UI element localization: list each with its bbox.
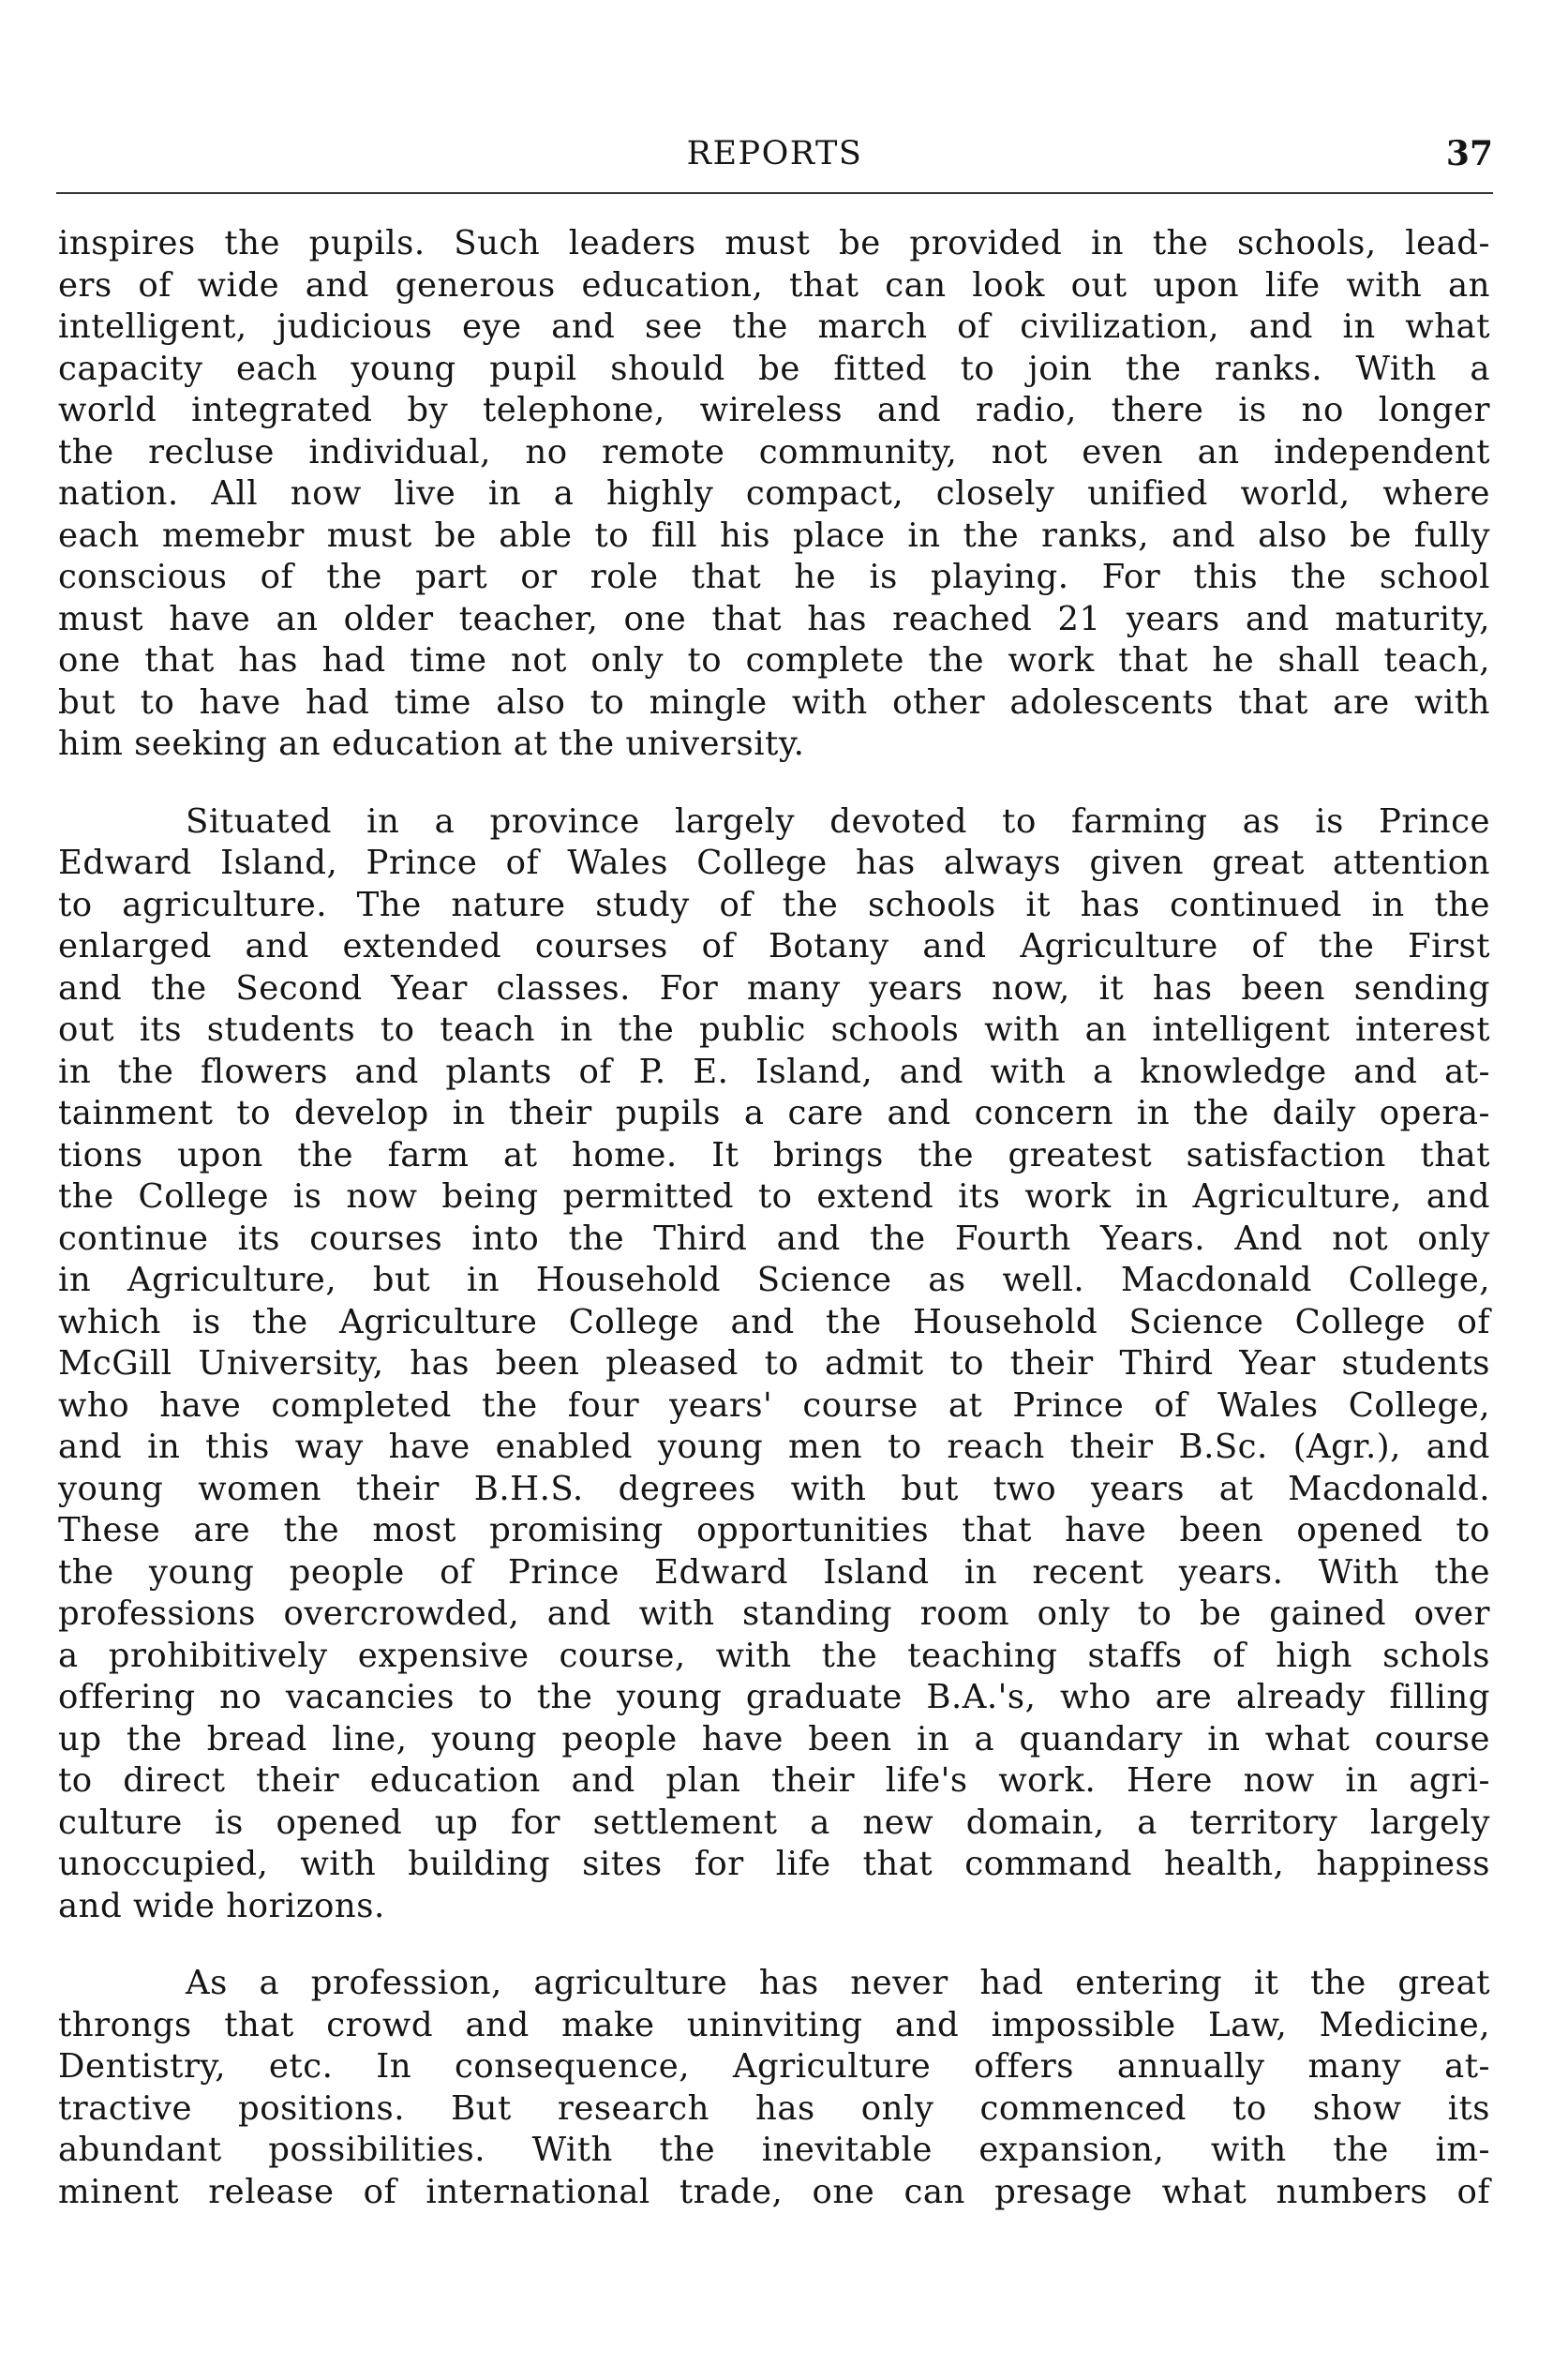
text-line: enlarged and extended courses of Botany and Agriculture of the First [58, 927, 1490, 965]
text-line: out its students to teach in the public schools with an intelligent interest [58, 1010, 1490, 1049]
text-line: tions upon the farm at home. It brings the greatest satisfaction that [58, 1135, 1490, 1175]
text-line: continue its courses into the Third and the Fourth Years. And not only [58, 1219, 1490, 1258]
text-line: Situated in a province largely devoted to farming as is Prince [186, 801, 1490, 841]
text-line: to direct their education and plan their life's work. Here now in agri- [58, 1761, 1490, 1800]
text-line: intelligent, judicious eye and see the march of civilization, and in what [58, 307, 1490, 346]
text-line: inspires the pupils. Such leaders must be provided in the schools, lead- [58, 224, 1490, 262]
page-number: 37 [1445, 134, 1493, 173]
body-text [58, 223, 1490, 2213]
text-line: capacity each young pupil should be fitted to join the ranks. With a [58, 349, 1490, 388]
text-line: up the bread line, young people have been in a quandary in what course [58, 1719, 1490, 1758]
running-title: REPORTS [686, 135, 863, 172]
text-line: tainment to develop in their pupils a care and concern in the daily opera- [58, 1094, 1490, 1132]
text-line: nation. All now live in a highly compact, closely unified world, where [58, 474, 1490, 513]
paragraph [58, 1963, 1490, 2213]
text-line: conscious of the part or role that he is playing. For this the school [58, 558, 1490, 596]
text-line: in the flowers and plants of P. E. Island, and with a knowledge and at- [58, 1052, 1490, 1091]
text-line: As a profession, agriculture has never had entering it the great [186, 1964, 1490, 2002]
text-line: throngs that crowd and make uninviting and impossible Law, Medicine, [58, 2005, 1490, 2044]
page-header [56, 131, 1493, 184]
text-line: unoccupied, with building sites for life that command health, happiness [58, 1845, 1490, 1883]
text-line: culture is opened up for settlement a new domain, a territory largely [58, 1803, 1490, 1842]
text-line: and in this way have enabled young men to reach their B.Sc. (Agr.), and [58, 1428, 1490, 1466]
text-line: him seeking an education at the university. [58, 725, 805, 763]
header-rule [56, 192, 1493, 194]
text-line: the recluse individual, no remote community, not even an independent [58, 432, 1490, 471]
text-line: McGill University, has been pleased to admit to their Third Year students [58, 1344, 1490, 1383]
text-line: must have an older teacher, one that has reached 21 years and maturity, [58, 599, 1490, 638]
text-line: professions overcrowded, and with standing room only to be gained over [58, 1594, 1490, 1633]
text-line: These are the most promising opportunities that have been opened to [58, 1511, 1490, 1549]
text-line: Edward Island, Prince of Wales College has always given great attention [58, 844, 1490, 882]
text-line: which is the Agriculture College and the Household Science College of [58, 1302, 1490, 1341]
text-line: the College is now being permitted to extend its work in Agriculture, and [58, 1177, 1490, 1216]
text-line: and wide horizons. [58, 1886, 385, 1925]
text-line: and the Second Year classes. For many years now, it has been sending [58, 968, 1490, 1008]
text-line: who have completed the four years' course at Prince of Wales College, [58, 1385, 1490, 1425]
text-line: minent release of international trade, one can presage what numbers of [58, 2172, 1490, 2211]
text-line: each memebr must be able to fill his place in the ranks, and also be fully [58, 516, 1490, 555]
text-line: tractive positions. But research has only commenced to show its [58, 2088, 1490, 2128]
text-line: in Agriculture, but in Household Science as well. Macdonald College, [58, 1261, 1490, 1299]
text-line: to agriculture. The nature study of the schools it has continued in the [58, 885, 1490, 924]
text-line: abundant possibilities. With the inevitable expansion, with the im- [58, 2131, 1490, 2169]
text-line: a prohibitively expensive course, with the teaching staffs of high schols [58, 1636, 1490, 1675]
text-line: one that has had time not only to complete the work that he shall teach, [58, 641, 1490, 680]
text-line: young women their B.H.S. degrees with but two years at Macdonald. [58, 1469, 1490, 1508]
text-line: ers of wide and generous education, that can look out upon life with an [58, 265, 1490, 305]
paragraph [58, 801, 1490, 1928]
text-line: world integrated by telephone, wireless and radio, there is no longer [58, 391, 1490, 429]
text-line: offering no vacancies to the young graduate B.A.'s, who are already filling [58, 1678, 1490, 1716]
text-line: Dentistry, etc. In consequence, Agriculture offers annually many at- [58, 2047, 1490, 2086]
text-line: but to have had time also to mingle with other adolescents that are with [58, 682, 1490, 722]
text-line: the young people of Prince Edward Island in recent years. With the [58, 1552, 1490, 1592]
paragraph [58, 223, 1490, 766]
